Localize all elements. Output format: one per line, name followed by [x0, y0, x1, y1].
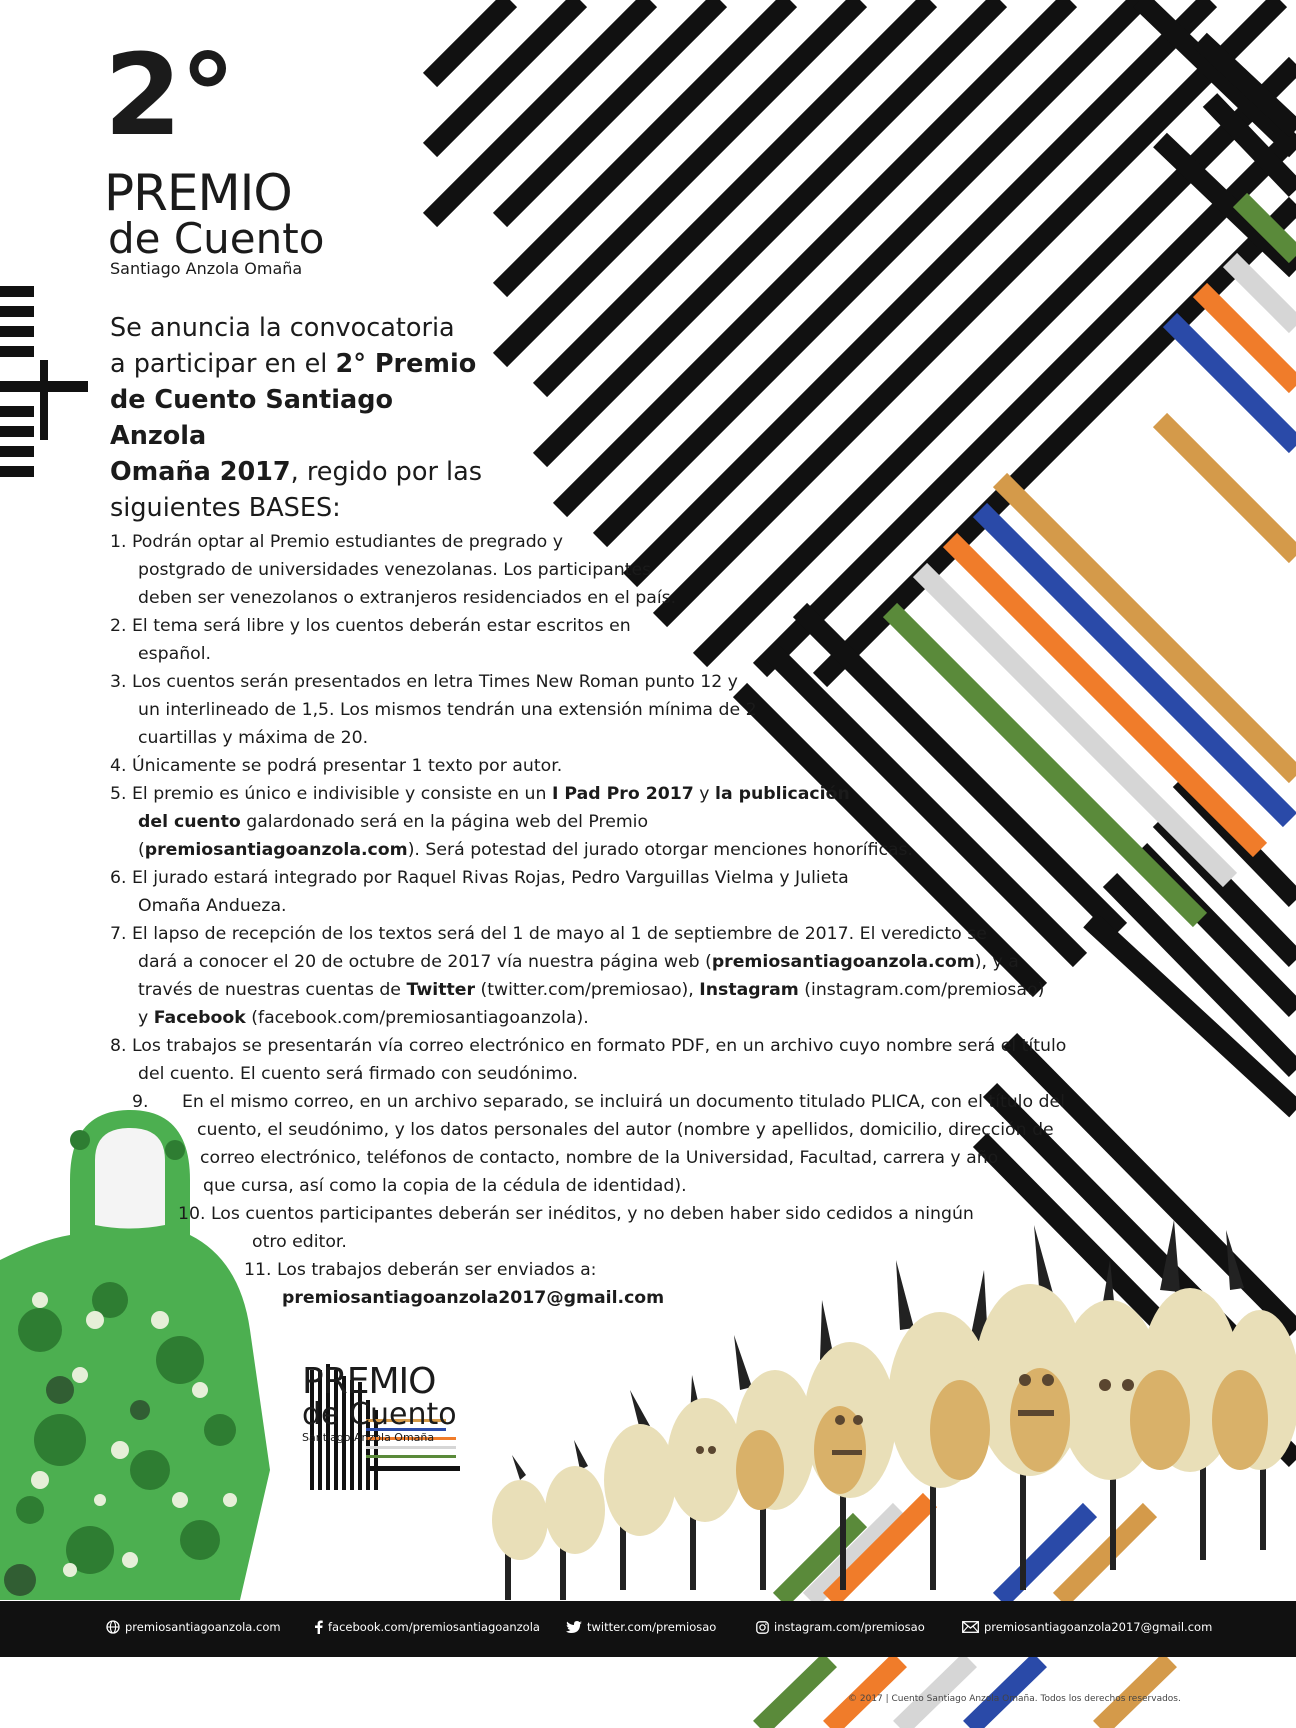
- intro-paragraph: [110, 310, 490, 526]
- copyright-notice: © 2017 | Cuento Santiago Anzola Omaña. Todos los derechos reservados.: [848, 1694, 1181, 1704]
- intro-line-2: [110, 346, 490, 382]
- facebook-icon: [314, 1620, 323, 1634]
- intro-line-5: siguientes BASES:: [110, 493, 341, 523]
- base-7-line-3: [138, 976, 1044, 1004]
- instagram-label: Instagram: [699, 980, 799, 1000]
- base-text: y: [693, 784, 716, 804]
- footer-facebook-link[interactable]: [314, 1620, 540, 1634]
- intro-bold: Omaña 2017: [110, 457, 291, 487]
- base-bold: del cuento: [138, 812, 241, 832]
- footer-twitter-link[interactable]: [566, 1620, 716, 1634]
- base-10-line-2: otro editor.: [252, 1232, 347, 1252]
- base-text: (facebook.com/premiosantiagoanzola).: [245, 1008, 589, 1028]
- base-text: (: [138, 840, 145, 860]
- base-9-number: 9.: [132, 1092, 149, 1112]
- intro-line-4: [110, 454, 490, 490]
- base-1-line-1: 1. Podrán optar al Premio estudiantes de pregrado y: [110, 532, 563, 552]
- base-11-line-1: 11. Los trabajos deberán ser enviados a:: [244, 1260, 597, 1280]
- logo-subtitle: Santiago Anzola Omaña: [302, 1431, 435, 1444]
- title-premio: PREMIO: [104, 164, 292, 222]
- footer-facebook-label: facebook.com/premiosantiagoanzola: [328, 1620, 540, 1634]
- footer-bar: [0, 1601, 1296, 1657]
- title-subtitle: Santiago Anzola Omaña: [110, 259, 303, 278]
- instagram-icon: [756, 1621, 769, 1634]
- left-tick-marks: [0, 286, 88, 477]
- footer-web-link[interactable]: [106, 1620, 281, 1634]
- base-text: dará a conocer el 20 de octubre de 2017 vía nuestra página web (: [138, 952, 712, 972]
- base-bold: I Pad Pro 2017: [551, 784, 694, 804]
- base-9-line-1: En el mismo correo, en un archivo separado, se incluirá un documento titulado PLICA, con el título del: [182, 1092, 1065, 1112]
- intro-bold: 2° Premio: [335, 349, 477, 379]
- footer-instagram-link[interactable]: [756, 1620, 925, 1634]
- base-8-line-2: del cuento. El cuento será firmado con seudónimo.: [138, 1064, 579, 1084]
- base-1-line-3: deben ser venezolanos o extranjeros residenciados en el país.: [138, 588, 677, 608]
- base-8-line-1: 8. Los trabajos se presentarán vía correo electrónico en formato PDF, en un archivo cuyo nombre será el título: [110, 1036, 1067, 1056]
- website-link[interactable]: premiosantiagoanzola.com: [144, 840, 408, 860]
- facebook-label: Facebook: [153, 1008, 246, 1028]
- base-7-line-4: [138, 1004, 589, 1032]
- base-5-line-2: [138, 808, 648, 836]
- base-4-line-1: 4. Únicamente se podrá presentar 1 texto por autor.: [110, 756, 563, 776]
- mail-icon: [962, 1621, 979, 1633]
- base-7-line-2: [138, 948, 1019, 976]
- globe-icon: [106, 1620, 120, 1634]
- bottom-logo: [302, 1361, 457, 1444]
- intro-line-1: Se anuncia la convocatoria: [110, 313, 455, 343]
- intro-bold: de Cuento Santiago Anzola: [110, 385, 393, 451]
- base-9-line-2: cuento, el seudónimo, y los datos personales del autor (nombre y apellidos, domicilio, dirección de: [197, 1120, 1054, 1140]
- intro-text: a participar en el: [110, 349, 336, 379]
- base-3-line-1: 3. Los cuentos serán presentados en letra Times New Roman punto 12 y: [110, 672, 738, 692]
- base-10-line-1: 10. Los cuentos participantes deberán ser inéditos, y no deben haber sido cedidos a ningún: [178, 1204, 974, 1224]
- footer-web-label: premiosantiagoanzola.com: [125, 1620, 281, 1634]
- base-3-line-3: cuartillas y máxima de 20.: [138, 728, 369, 748]
- base-9-line-4: que cursa, así como la copia de la cédula de identidad).: [203, 1176, 687, 1196]
- base-text: ), y a: [974, 952, 1019, 972]
- base-5-line-1: [110, 780, 850, 808]
- base-text: (instagram.com/premiosao): [798, 980, 1045, 1000]
- base-text: través de nuestras cuentas de: [138, 980, 407, 1000]
- base-6-line-1: 6. El jurado estará integrado por Raquel Rivas Rojas, Pedro Varguillas Vielma y Julieta: [110, 868, 849, 888]
- base-2-line-1: 2. El tema será libre y los cuentos deberán estar escritos en: [110, 616, 631, 636]
- base-3-line-2: un interlineado de 1,5. Los mismos tendrán una extensión mínima de 2: [138, 700, 757, 720]
- footer-email-label: premiosantiagoanzola2017@gmail.com: [984, 1620, 1213, 1634]
- intro-text: , regido por las: [290, 457, 483, 487]
- twitter-label: Twitter: [406, 980, 475, 1000]
- logo-premio: PREMIO: [302, 1361, 436, 1402]
- base-text: 5. El premio es único e indivisible y consiste en un: [110, 784, 552, 804]
- twitter-icon: [566, 1621, 582, 1634]
- base-2-line-2: español.: [138, 644, 212, 664]
- base-text: ). Será potestad del jurado otorgar menciones honoríficas.: [407, 840, 914, 860]
- intro-line-3: [110, 382, 490, 454]
- base-text: y: [138, 1008, 154, 1028]
- title-de-cuento: de Cuento: [108, 214, 325, 263]
- base-bold: la publicación: [715, 784, 850, 804]
- footer-instagram-label: instagram.com/premiosao: [774, 1620, 925, 1634]
- base-5-line-3: [138, 836, 913, 864]
- footer-twitter-label: twitter.com/premiosao: [587, 1620, 717, 1634]
- logo-de-cuento: de Cuento: [302, 1397, 457, 1432]
- contact-email-link[interactable]: premiosantiagoanzola2017@gmail.com: [282, 1288, 665, 1308]
- base-1-line-2: postgrado de universidades venezolanas. Los participantes: [138, 560, 652, 580]
- footer-email-link[interactable]: [962, 1620, 1212, 1634]
- base-text: (twitter.com/premiosao),: [474, 980, 700, 1000]
- edition-number: 2°: [104, 31, 234, 161]
- base-text: galardonado será en la página web del Premio: [240, 812, 649, 832]
- base-6-line-2: Omaña Andueza.: [138, 896, 287, 916]
- website-link[interactable]: premiosantiagoanzola.com: [711, 952, 975, 972]
- base-7-line-1: 7. El lapso de recepción de los textos será del 1 de mayo al 1 de septiembre de 2017. El veredicto se: [110, 924, 987, 944]
- base-9-line-3: correo electrónico, teléfonos de contacto, nombre de la Universidad, Facultad, carrera y año: [200, 1148, 999, 1168]
